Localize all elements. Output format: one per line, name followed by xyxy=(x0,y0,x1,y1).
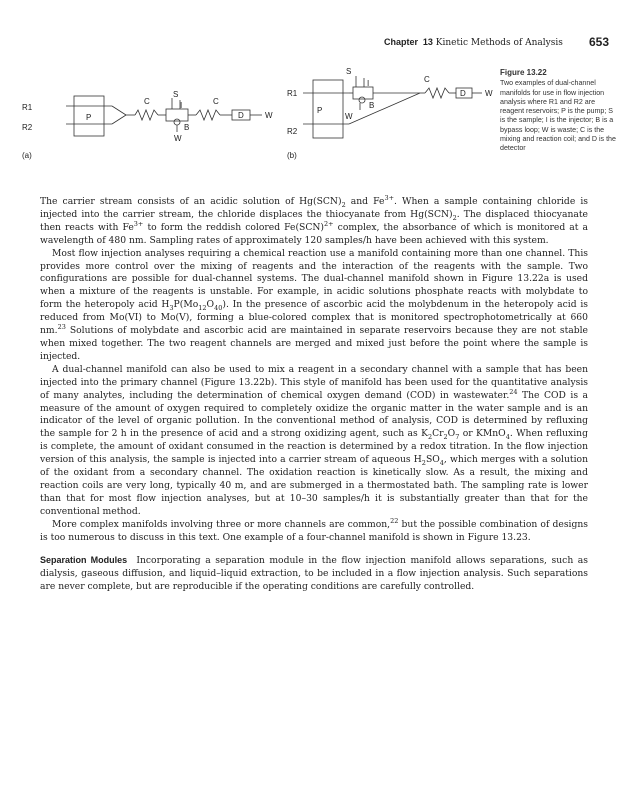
superscript: 3+ xyxy=(133,219,144,228)
label-d-b: D xyxy=(460,89,466,98)
text-run: The carrier stream consists of an acidic solution of Hg(SCN) xyxy=(40,196,342,207)
text-run: but the possible combination of designs is too numerous to discuss in this text. One example of a four-channel manifold is shown in Figure 13.23. xyxy=(40,518,588,543)
label-b-b: B xyxy=(369,101,375,110)
text-run: or KMnO xyxy=(459,428,506,440)
text-run: O xyxy=(206,299,215,311)
superscript: 2+ xyxy=(324,219,334,228)
subscript: 12 xyxy=(198,304,207,313)
text-run: . When a sample containing chloride is injected into the carrier stream, the chloride displaces the thiocyanate from Hg(SCN) xyxy=(40,196,588,220)
label-w2-a: W xyxy=(265,111,273,120)
label-s-a: S xyxy=(173,90,179,99)
reaction-coil-a2 xyxy=(196,110,220,120)
label-i-b: I xyxy=(367,79,370,88)
text-run: . When refluxing is complete, the amount of oxidant consumed in the reaction is determined by a redox titration. In the flow injection version of this analysis, the sample is injected into a carrier stream of aqueous H xyxy=(40,428,588,466)
text-run: SO xyxy=(425,454,440,466)
subscript: 4 xyxy=(505,433,510,442)
label-p-a: P xyxy=(86,113,92,122)
label-d-a: D xyxy=(238,111,244,120)
bypass-loop-a xyxy=(174,119,180,125)
mixing-coil-a1 xyxy=(135,110,158,120)
text-run: More complex manifolds involving three or more channels are common, xyxy=(52,518,391,530)
label-w2-b: W xyxy=(485,89,493,98)
text-run: P(Mo xyxy=(173,299,199,311)
chapter-label: Chapter xyxy=(384,37,419,47)
label-b-a: B xyxy=(184,123,190,132)
label-c2-a: C xyxy=(213,97,219,106)
subscript: 7 xyxy=(455,433,460,442)
page-number: 653 xyxy=(589,35,610,49)
label-p-b: P xyxy=(317,106,323,115)
label-i-a: I xyxy=(180,101,183,110)
label-w1-b: W xyxy=(345,112,353,121)
text-run: complex, the absorbance of which is monitored at a wavelength of 480 nm. Sampling rates of approximately 120 samples/h have been achieved with this system. xyxy=(40,221,589,246)
subscript: 2 xyxy=(452,213,457,222)
text-run: , which merges with a solution of the oxidant from a secondary channel. The oxidation reaction is kinetically slow. As a result, the mixing and reaction coils are very long, typically 40 m, and are submerged in a thermostated bath. The sampling rate is lower than that for most flow injection analyses, but at 10–30 samples/h it is substantially greater than that for the conventional method. xyxy=(40,454,588,517)
chapter-title: Kinetic Methods of Analysis xyxy=(435,38,563,48)
superscript: 22 xyxy=(390,516,399,525)
label-w1-a: W xyxy=(174,134,182,143)
subscript: 2 xyxy=(421,458,426,467)
panel-b-manifold xyxy=(303,76,482,138)
label-r2-b: R2 xyxy=(287,127,298,136)
body-text xyxy=(40,193,589,594)
reaction-coil-b xyxy=(425,88,449,98)
text-run: Most flow injection analyses requiring a chemical reaction use a manifold containing more than one channel. This provides more control over the mixing of reagents and the interaction of the reagents with the sample. Two configurations are possible for dual-channel systems. The dual-channel manifold shown in Figure 13.22a is used when a mixture of the reagents is unstable. For example, in acidic solutions phosphate reacts with molybdate to form the heteropoly acid H xyxy=(40,247,588,311)
text-run: ). In the presence of ascorbic acid the molybdenum in the heteropoly acid is reduced from Mo(VI) to Mo(V), forming a blue-colored complex that is monitored spectrophotometrically at 660 nm. xyxy=(40,299,589,337)
text-run: . The displaced thiocyanate then reacts with Fe xyxy=(40,208,588,233)
label-r1-a: R1 xyxy=(22,103,33,112)
subscript: 2 xyxy=(427,433,433,442)
paragraph-4 xyxy=(40,516,588,545)
text-run: Solutions of molybdate and ascorbic acid are maintained in separate reservoirs because they are not stable when mixed together. The two reagent channels are merged and mixed just before the point where the sample is injected. xyxy=(40,325,588,362)
superscript: 24 xyxy=(509,387,518,396)
text-run: Cr xyxy=(432,428,444,440)
bypass-loop-b xyxy=(359,97,365,103)
panel-a-manifold xyxy=(66,96,262,136)
text-run: The COD is a measure of the amount of oxygen required to completely oxidize the organic matter in the water sample and is an indicator of the level of organic pollution. In the conventional method of analysis, COD is determined by refluxing the sample for 2 h in the presence of acid and a strong oxidizing agent, such as K xyxy=(40,389,588,440)
figure-caption xyxy=(500,68,618,154)
text-run: Incorporating a separation module in the flow injection manifold allows separations, such as dialysis, gaseous diffusion, and liquid–liquid extraction, to be included in a flow injection analysis. Such separations are never complete, but are reproducible if the operating conditions are carefully controlled. xyxy=(40,555,589,593)
subscript: 2 xyxy=(443,433,448,442)
subscript: 3 xyxy=(169,304,174,313)
text-run: A dual-channel manifold can also be used to mix a reagent in a secondary channel with a sample that has been injected into the primary channel (Figure 13.22b). This style of manifold has been used for the quantitative analysis of many analytes, including the determination of chemical oxygen demand (COD) in wastewater. xyxy=(40,363,588,401)
panel-b-label: (b) xyxy=(287,151,297,160)
figure-title: Figure 13.22 xyxy=(500,68,547,77)
subscript: 4 xyxy=(439,458,444,467)
chapter-number: 13 xyxy=(422,37,433,47)
paragraph-5 xyxy=(40,554,588,594)
label-r1-b: R1 xyxy=(287,89,298,98)
paragraph-1 xyxy=(40,193,589,248)
figure-caption-text: Two examples of dual-channel manifolds for use in flow injection analysis where R1 and R2 are reagent reservoirs; P is the pump; S is the sample; I is the injector; B is a bypass loop; W is waste; C is the mixing and reaction coil; and D is the detector xyxy=(500,79,616,153)
section-heading: Separation Modules xyxy=(40,555,128,566)
panel-b-labels xyxy=(287,67,493,160)
text-run: to form the reddish colored Fe(SCN) xyxy=(143,221,325,233)
panel-a-labels xyxy=(22,90,273,160)
paragraph-3 xyxy=(40,364,588,519)
text-run: and Fe xyxy=(345,196,385,207)
label-c1-a: C xyxy=(144,97,150,106)
subscript: 2 xyxy=(341,200,346,209)
label-s-b: S xyxy=(346,67,352,76)
subscript: 40 xyxy=(214,304,223,313)
label-c-b: C xyxy=(424,75,430,84)
superscript: 3+ xyxy=(384,193,395,202)
text-run: O xyxy=(447,428,456,440)
paragraph-2 xyxy=(40,248,588,364)
label-r2-a: R2 xyxy=(22,123,33,132)
panel-a-label: (a) xyxy=(22,151,32,160)
superscript: 23 xyxy=(57,323,66,331)
